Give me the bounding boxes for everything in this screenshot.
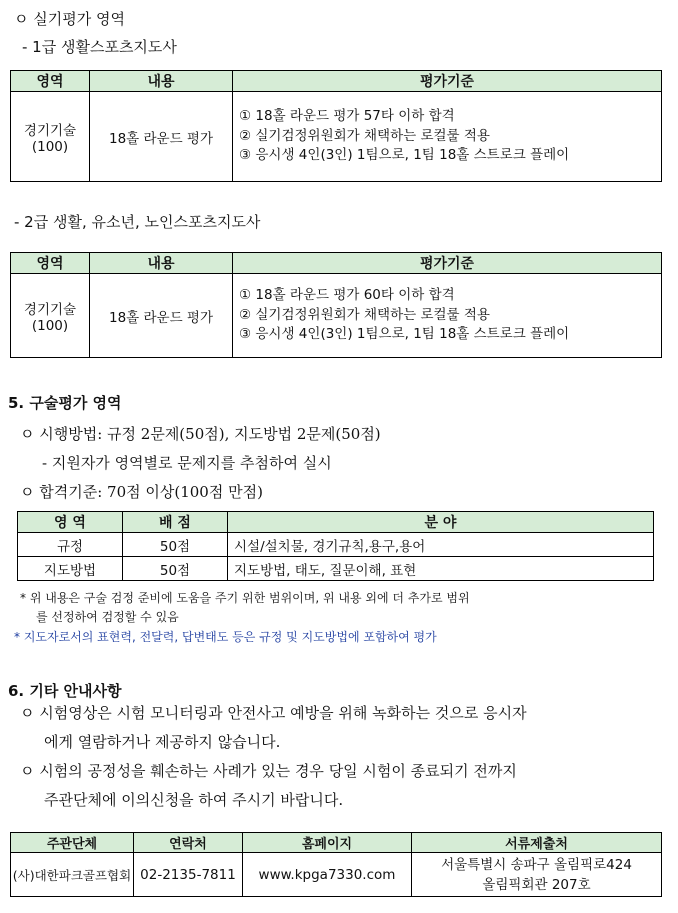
oral-pass: ㅇ 합격기준: 70점 이상(100점 만점) <box>20 483 263 501</box>
grade2-table <box>10 252 662 358</box>
oral-score: 50점 <box>123 533 228 557</box>
table-row <box>18 557 654 581</box>
other-item1-b: 에게 열람하거나 제공하지 않습니다. <box>44 733 281 751</box>
area-name: 경기기술 <box>23 301 77 318</box>
area-points: (100) <box>31 317 69 334</box>
address-line: 서울특별시 송파구 올림픽로424 <box>441 856 632 873</box>
criterion: ② 실기검정위원회가 채택하는 로컬룰 적용 <box>239 306 490 323</box>
oral-area: 지도방법 <box>18 557 123 581</box>
col-content: 내용 <box>90 71 233 92</box>
other-item2-a: ㅇ 시험의 공정성을 훼손하는 사례가 있는 경우 당일 시험이 종료되기 전까지 <box>20 762 517 780</box>
col-field: 분 야 <box>228 512 654 533</box>
practical-heading: ㅇ 실기평가 영역 <box>14 10 125 28</box>
area-points: (100) <box>31 138 69 155</box>
area-name: 경기기술 <box>23 122 77 139</box>
col-org: 주관단체 <box>11 833 134 853</box>
phone-number[interactable]: 02-2135-7811 <box>134 853 243 897</box>
criteria-cell <box>233 92 662 182</box>
col-criteria: 평가기준 <box>233 253 662 274</box>
oral-score: 50점 <box>123 557 228 581</box>
other-item1-a: ㅇ 시험영상은 시험 모니터링과 안전사고 예방을 위해 녹화하는 것으로 응시자 <box>20 704 527 722</box>
note-2: * 지도자로서의 표현력, 전달력, 답변태도 등은 규정 및 지도방법에 포함하여 평가 <box>14 630 437 644</box>
oral-title: 5. 구술평가 영역 <box>8 394 122 412</box>
other-item2-b: 주관단체에 이의신청을 하여 주시기 바랍니다. <box>44 791 344 809</box>
grade1-table <box>10 70 662 182</box>
submit-address <box>412 853 662 897</box>
org-name: (사)대한파크골프협회 <box>11 853 134 897</box>
content-cell: 18홀 라운드 평가 <box>90 274 233 358</box>
oral-method: ㅇ 시행방법: 규정 2문제(50점), 지도방법 2문제(50점) <box>20 425 381 443</box>
table-row <box>18 533 654 557</box>
criterion: ② 실기검정위원회가 채택하는 로컬룰 적용 <box>239 127 490 144</box>
col-area: 영역 <box>11 71 90 92</box>
note-1a: * 위 내용은 구술 검정 준비에 도움을 주기 위한 범위이며, 위 내용 외에 더 추가로 범위 <box>20 591 470 605</box>
grade2-subheading: - 2급 생활, 유소년, 노인스포츠지도사 <box>14 213 261 231</box>
oral-field: 시설/설치물, 경기규칙,용구,용어 <box>228 533 654 557</box>
oral-table <box>17 511 654 581</box>
contact-table <box>10 832 662 897</box>
grade1-subheading: - 1급 생활스포츠지도사 <box>22 38 177 56</box>
col-homepage: 홈페이지 <box>243 833 412 853</box>
criteria-cell <box>233 274 662 358</box>
col-content: 내용 <box>90 253 233 274</box>
content-cell: 18홀 라운드 평가 <box>90 92 233 182</box>
area-cell <box>11 274 90 358</box>
other-title: 6. 기타 안내사항 <box>8 682 122 700</box>
homepage-link[interactable]: www.kpga7330.com <box>243 853 412 897</box>
address-line: 올림픽회관 207호 <box>482 876 591 893</box>
criterion: ① 18홀 라운드 평가 57타 이하 합격 <box>239 108 455 125</box>
col-score: 배 점 <box>123 512 228 533</box>
col-area: 영역 <box>11 253 90 274</box>
col-submit: 서류제출처 <box>412 833 662 853</box>
oral-method-sub: - 지원자가 영역별로 문제지를 추첨하여 실시 <box>42 454 332 472</box>
note-1b: 를 선정하여 검정할 수 있음 <box>36 610 179 624</box>
col-criteria: 평가기준 <box>233 71 662 92</box>
oral-area: 규정 <box>18 533 123 557</box>
area-cell <box>11 92 90 182</box>
col-phone: 연락처 <box>134 833 243 853</box>
criterion: ① 18홀 라운드 평가 60타 이하 합격 <box>239 287 455 304</box>
criterion: ③ 응시생 4인(3인) 1팀으로, 1팀 18홀 스트로크 플레이 <box>239 147 570 164</box>
oral-field: 지도방법, 태도, 질문이해, 표현 <box>228 557 654 581</box>
criterion: ③ 응시생 4인(3인) 1팀으로, 1팀 18홀 스트로크 플레이 <box>239 326 570 343</box>
col-area: 영 역 <box>18 512 123 533</box>
